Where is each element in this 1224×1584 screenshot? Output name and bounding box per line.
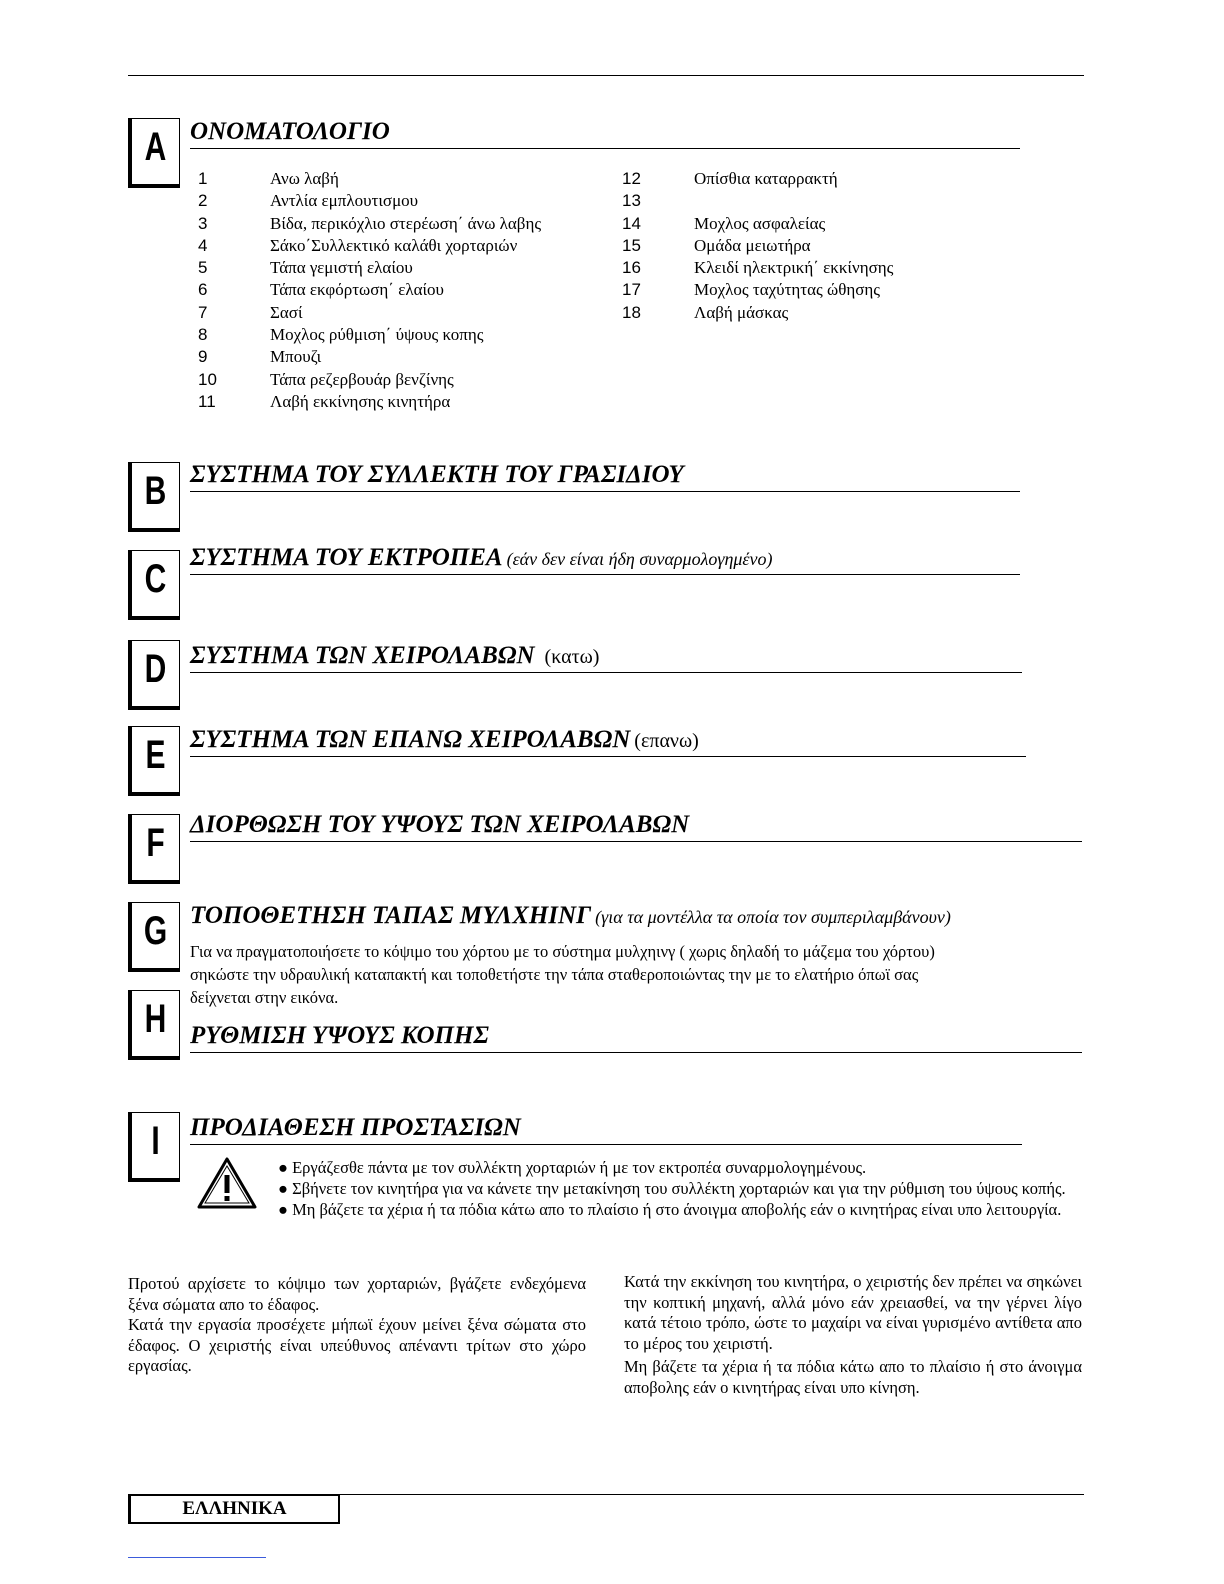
part-number: 5 xyxy=(198,258,208,278)
part-number: 14 xyxy=(622,213,641,233)
part-label: Ομάδα μειωτήρα xyxy=(694,235,811,255)
section-b-title: ΣΥΣΤΗΜΑ ΤΟΥ ΣΥΛΛΕΚΤΗ ΤΟΥ ΓΡΑΣΙΔΙΟΥ xyxy=(190,461,1020,492)
warning-triangle-icon xyxy=(196,1156,258,1210)
part-number: 2 xyxy=(198,191,208,211)
part-label: Λαβή μάσκας xyxy=(694,302,789,322)
part-item xyxy=(622,168,893,190)
section-g-title: ΤΟΠΟΘΕΤΗΣΗ ΤΑΠΑΣ ΜΥΛΧΗΙΝΓ (για τα μοντέλλα τα οποία τον συμπεριλαμβάνουν) xyxy=(190,902,951,929)
section-d-letter: D xyxy=(128,640,180,710)
part-item xyxy=(198,391,541,413)
part-label: Οπίσθια καταρρακτή xyxy=(694,169,838,188)
section-e-title: ΣΥΣΤΗΜΑ ΤΩΝ ΕΠΑΝΩ ΧΕΙΡΟΛΑΒΩΝ (επανω) xyxy=(190,726,1026,757)
part-label: Σασί xyxy=(270,302,303,322)
part-label: Τάπα ρεζερβουάρ βενζίνης xyxy=(270,369,454,389)
section-i-title: ΠΡΟΔΙΑΘΕΣΗ ΠΡΟΣΤΑΣΙΩΝ xyxy=(190,1114,1022,1145)
part-label: Τάπα γεμιστή ελαίου xyxy=(270,258,413,278)
part-item xyxy=(622,257,893,279)
section-f-title: ΔΙΟΡΘΩΣΗ ΤΟΥ ΥΨΟΥΣ ΤΩΝ ΧΕΙΡΟΛΑΒΩΝ xyxy=(190,811,1082,842)
warning-list xyxy=(278,1157,1068,1220)
part-label: Μοχλος ασφαλείας xyxy=(694,213,826,233)
section-i-letter: I xyxy=(128,1112,180,1182)
part-item xyxy=(622,302,893,324)
part-label: Μοχλος ρύθμιση΄ ύψους κοπης xyxy=(270,325,484,345)
part-number: 17 xyxy=(622,280,641,300)
part-number: 13 xyxy=(622,191,641,211)
part-item xyxy=(198,235,541,257)
part-number: 18 xyxy=(622,302,641,322)
section-g-text: Για να πραγματοποιήσετε το κόψιμο του χόρτου με το σύστημα μυλχηινγ ( χωρις δηλαδή το μάζεμα του χόρτου) σηκώστε την υδραυλική καταπακτή και τοποθετήστε την τάπα σταθεροποιώντας την με το ελατήριο όπωϊ σας δείχνεται στην εικόνα. xyxy=(190,942,935,1007)
part-label: Ανω λαβή xyxy=(270,169,339,188)
section-c-title: ΣΥΣΤΗΜΑ ΤΟΥ ΕΚΤΡΟΠΕΑ (εάν δεν είναι ήδη συναρμολογημένο) xyxy=(190,544,1020,575)
section-c-subtitle: (εάν δεν είναι ήδη συναρμολογημένο) xyxy=(506,549,773,569)
part-number: 8 xyxy=(198,325,208,345)
parts-list-left xyxy=(198,168,541,413)
part-item xyxy=(198,369,541,391)
warning-item: ● Σβήνετε τον κινητήρα για να κάνετε την μετακίνηση του συλλέκτη χορταριών και για την ρύθμιση του ύψους κοπής. xyxy=(278,1179,1066,1198)
language-label: ΕΛΛΗΝΙΚΑ xyxy=(128,1494,340,1524)
part-label: Τάπα εκφόρτωση΄ ελαίου xyxy=(270,280,444,300)
part-label: Αντλία εμπλουτισμου xyxy=(270,191,419,211)
part-item xyxy=(622,213,893,235)
part-number: 12 xyxy=(622,169,641,188)
section-h-letter: H xyxy=(128,990,180,1060)
column-left: Προτού αρχίσετε το κόψιμο των χορταριών, βγάζετε ενδεχόμενα ξένα σώματα απο το έδαφος. Κατά την εργασία προσέχετε μήπωϊ έχουν μείνει ξένα σώματα στο έδαφος. Ο χειριστής είναι υπεύθυνος απέναντι τρίτων στο χώρο εργασίας. xyxy=(128,1274,586,1375)
section-d-subtitle: (κατω) xyxy=(544,646,600,668)
part-item xyxy=(198,257,541,279)
part-label: Σάκο΄Συλλεκτικό καλάθι χορταριών xyxy=(270,235,518,255)
section-d-title: ΣΥΣΤΗΜΑ ΤΩΝ ΧΕΙΡΟΛΑΒΩΝ (κατω) xyxy=(190,642,1022,673)
part-item xyxy=(198,190,541,212)
part-item xyxy=(198,302,541,324)
section-c-letter: C xyxy=(128,550,180,620)
part-item xyxy=(622,279,893,301)
part-item xyxy=(622,235,893,257)
footer-link-line xyxy=(128,1557,266,1558)
part-number: 11 xyxy=(198,391,216,411)
part-label: Λαβή εκκίνησης κινητήρα xyxy=(270,391,451,411)
part-number: 10 xyxy=(198,369,217,389)
part-number: 7 xyxy=(198,302,208,322)
part-item xyxy=(622,190,893,212)
section-h-title: ΡΥΘΜΙΣΗ ΥΨΟΥΣ ΚΟΠΗΣ xyxy=(190,1022,1082,1053)
section-a-title: ΟΝΟΜΑΤΟΛΟΓΙΟ xyxy=(190,118,1020,149)
bottom-rule xyxy=(340,1494,1084,1495)
section-a-letter: A xyxy=(128,118,180,188)
column-right: Κατά την εκκίνηση του κινητήρα, ο χειριστής δεν πρέπει να σηκώνει την κοπτική μηχανή, αλλά μόνο εάν χρειασθεί, να την γέρνει λίγο κατά τέτοιο τρόπο, ώστε το μαχαίρι να είναι γυρισμένο αντίθετα απο το μέρος του χειριστή. Μη βάζετε τα χέρια ή τα πόδια κάτω απο το πλαίσιο ή στο άνοιγμα αποβολης εάν ο κινητήρας είναι υπο κίνηση. xyxy=(624,1272,1082,1397)
part-label: Μπουζι xyxy=(270,347,322,367)
part-label: Μοχλος ταχύτητας ώθησης xyxy=(694,280,881,300)
part-label: Κλειδί ηλεκτρική΄ εκκίνησης xyxy=(694,258,894,278)
part-item xyxy=(198,346,541,368)
section-e-letter: E xyxy=(128,726,180,796)
section-f-letter: F xyxy=(128,814,180,884)
part-number: 6 xyxy=(198,280,208,300)
section-g-subtitle: (για τα μοντέλλα τα οποία τον συμπεριλαμβάνουν) xyxy=(595,907,951,927)
part-number: 15 xyxy=(622,235,641,255)
section-b-letter: B xyxy=(128,462,180,532)
top-rule xyxy=(128,75,1084,76)
part-number: 1 xyxy=(198,169,208,188)
part-item xyxy=(198,168,541,190)
part-item xyxy=(198,324,541,346)
part-number: 16 xyxy=(622,258,641,278)
part-item xyxy=(198,279,541,301)
section-g-letter: G xyxy=(128,902,180,972)
parts-list-right xyxy=(622,168,893,324)
part-label: Βίδα, περικόχλιο στερέωση΄ άνω λαβης xyxy=(270,213,542,233)
part-number: 9 xyxy=(198,347,208,367)
warning-item: ● Εργάζεσθε πάντα με τον συλλέκτη χορταριών ή με τον εκτροπέα συναρμολογημένους. xyxy=(278,1158,867,1177)
section-e-subtitle: (επανω) xyxy=(634,730,699,752)
part-number: 3 xyxy=(198,213,208,233)
part-number: 4 xyxy=(198,235,208,255)
warning-item: ● Μη βάζετε τα χέρια ή τα πόδια κάτω απο το πλαίσιο ή στο άνοιγμα αποβολής εάν ο κινητήρας είναι υπο λειτουργία. xyxy=(278,1200,1062,1219)
part-item xyxy=(198,213,541,235)
